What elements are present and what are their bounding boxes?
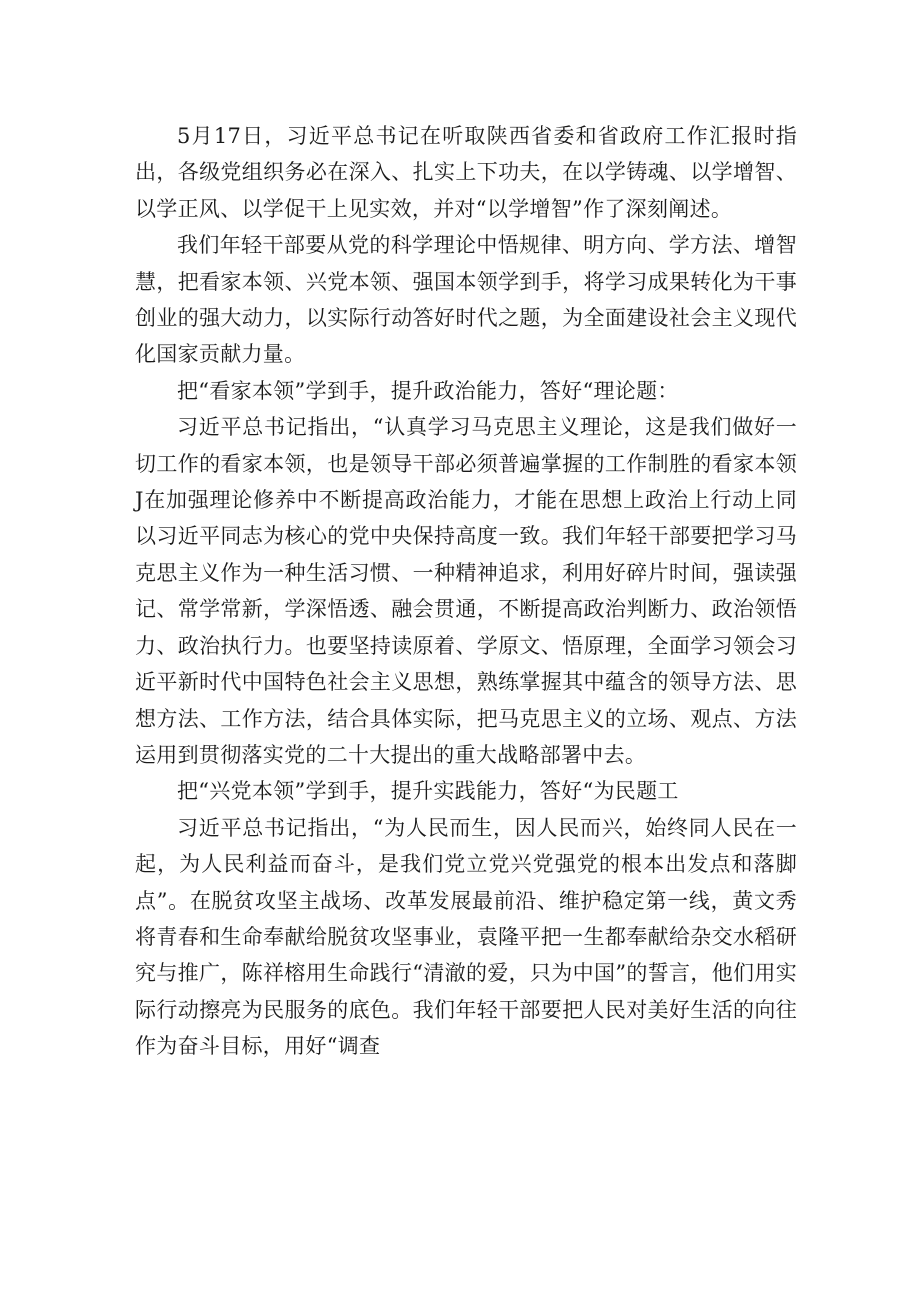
section-heading-practice: 把“兴党本领”学到手，提升实践能力，答好“为民题工	[177, 779, 679, 804]
paragraph-intro: 5月17日，习近平总书记在听取陕西省委和省政府工作汇报时指出，各级党组织务必在深入、扎实上下功夫，在以学铸魂、以学增智、以学正风、以学促干上见实效，并对“以学增智”作了深刻阐述。	[135, 124, 797, 221]
section-heading-theory: 把“看家本领”学到手，提升政治能力，答好“理论题：	[177, 378, 679, 403]
paragraph-theory: 习近平总书记指出，“认真学习马克思主义理论，这是我们做好一切工作的看家本领，也是领导干部必须普遍掌握的工作制胜的看家本领J在加强理论修养中不断提高政治能力，才能在思想上政治上行动上同以习近平同志为核心的党中央保持高度一致。我们年轻干部要把学习马克思主义作为一种生活习惯、一种精神追求，利用好碎片时间，强读强记、常学常新，学深悟透、融会贯通，不断提高政治判断力、政治领悟力、政治执行力。也要坚持读原着、学原文、悟原理，全面学习领会习近平新时代中国特色社会主义思想，熟练掌握其中蕴含的领导方法、思想方法、工作方法，结合具体实际，把马克思主义的立场、观点、方法运用到贯彻落实党的二十大提出的重大战略部署中去。	[135, 415, 797, 767]
paragraph-young-cadres: 我们年轻干部要从党的科学理论中悟规律、明方向、学方法、增智慧，把看家本领、兴党本领、强国本领学到手，将学习成果转化为干事创业的强大动力，以实际行动答好时代之题，为全面建设社会主义现代化国家贡献力量。	[135, 233, 797, 367]
paragraph-practice: 习近平总书记指出，“为人民而生，因人民而兴，始终同人民在一起，为人民利益而奋斗，是我们党立党兴党强党的根本出发点和落脚点”。在脱贫攻坚主战场、改革发展最前沿、维护稳定第一线，黄文秀将青春和生命奉献给脱贫攻坚事业，袁隆平把一生都奉献给杂交水稻研究与推广，陈祥榕用生命践行“清澈的爱，只为中国”的誓言，他们用实际行动擦亮为民服务的底色。我们年轻干部要把人民对美好生活的向往作为奋斗目标，用好“调查	[135, 815, 797, 1059]
document-body	[135, 118, 797, 1065]
